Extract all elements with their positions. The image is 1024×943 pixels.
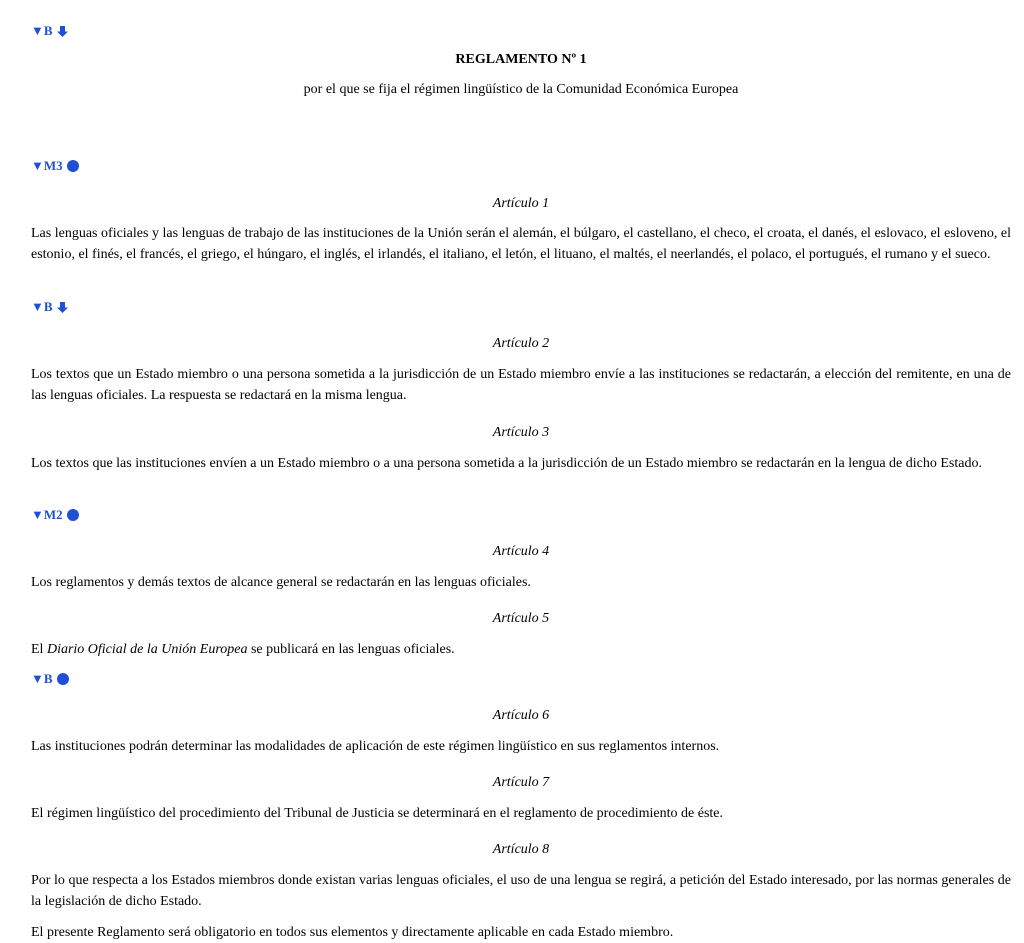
- marker-label: ▼M2: [31, 507, 63, 522]
- article-text-after: se publicará en las lenguas oficiales.: [247, 642, 455, 657]
- article-text: El régimen lingüístico del procedimiento del Tribunal de Justicia se determinará en el reglamento de procedimiento de éste.: [31, 806, 724, 821]
- article-text: [31, 639, 1011, 660]
- marker-label: ▼B: [31, 299, 53, 314]
- article-heading: Artículo 3: [492, 425, 550, 440]
- amendment-marker-m2[interactable]: [31, 506, 80, 524]
- article-heading: Artículo 1: [492, 196, 550, 211]
- arrow-down-icon: [56, 301, 69, 314]
- article-text: Los textos que un Estado miembro o una persona sometida a la jurisdicción de un Estado miembro envíe a las instituciones se redactarán, a elección del remitente, en una de las lenguas oficiales. La respuesta se redactará en la misma lengua.: [31, 367, 1011, 403]
- article-text: Las lenguas oficiales y las lenguas de trabajo de las instituciones de la Unión serán el alemán, el búlgaro, el castellano, el checo, el croata, el danés, el eslovaco, el esloveno, el estonio, el finés, el francés, el griego, el húngaro, el inglés, el irlandés, el italiano, el letón, el lituano, el maltés, el neerlandés, el polaco, el portugués, el rumano y el sueco.: [31, 226, 1011, 262]
- amendment-marker-b-top[interactable]: [31, 22, 69, 40]
- filled-circle-icon: [66, 159, 80, 173]
- filled-circle-icon: [66, 508, 80, 522]
- amendment-marker-b[interactable]: [31, 298, 69, 316]
- marker-label: ▼B: [31, 671, 53, 686]
- filled-circle-icon: [56, 672, 70, 686]
- marker-label: ▼M3: [31, 158, 63, 173]
- article-text: Los textos que las instituciones envíen a un Estado miembro o a una persona sometida a la jurisdicción de un Estado miembro se redactarán en la lengua de dicho Estado.: [31, 456, 982, 471]
- article-text: Los reglamentos y demás textos de alcance general se redactarán en las lenguas oficiales.: [31, 575, 531, 590]
- article-text: Las instituciones podrán determinar las modalidades de aplicación de este régimen lingüístico en sus reglamentos internos.: [31, 739, 720, 754]
- amendment-marker-b-dot[interactable]: [31, 670, 70, 688]
- article-text: Por lo que respecta a los Estados miembros donde existan varias lenguas oficiales, el uso de una lengua se regirá, a petición del Estado interesado, por las normas generales de la legislación de dicho Estado.: [31, 873, 1011, 909]
- document-subtitle: por el que se fija el régimen lingüístico de la Comunidad Económica Europea: [303, 82, 739, 97]
- document-title: REGLAMENTO Nº 1: [455, 52, 587, 67]
- article-heading: Artículo 8: [492, 842, 550, 857]
- article-heading: Artículo 6: [492, 708, 550, 723]
- closing-statement: El presente Reglamento será obligatorio en todos sus elementos y directamente aplicable en cada Estado miembro.: [31, 925, 674, 940]
- article-heading: Artículo 4: [492, 544, 550, 559]
- marker-label: ▼B: [31, 23, 53, 38]
- arrow-down-icon: [56, 25, 69, 38]
- amendment-marker-m3[interactable]: [31, 157, 80, 175]
- article-heading: Artículo 2: [492, 336, 550, 351]
- article-heading: Artículo 7: [492, 775, 550, 790]
- journal-title: Diario Oficial de la Unión Europea: [46, 642, 248, 657]
- article-heading: Artículo 5: [492, 611, 550, 626]
- article-text-before: El: [31, 642, 47, 657]
